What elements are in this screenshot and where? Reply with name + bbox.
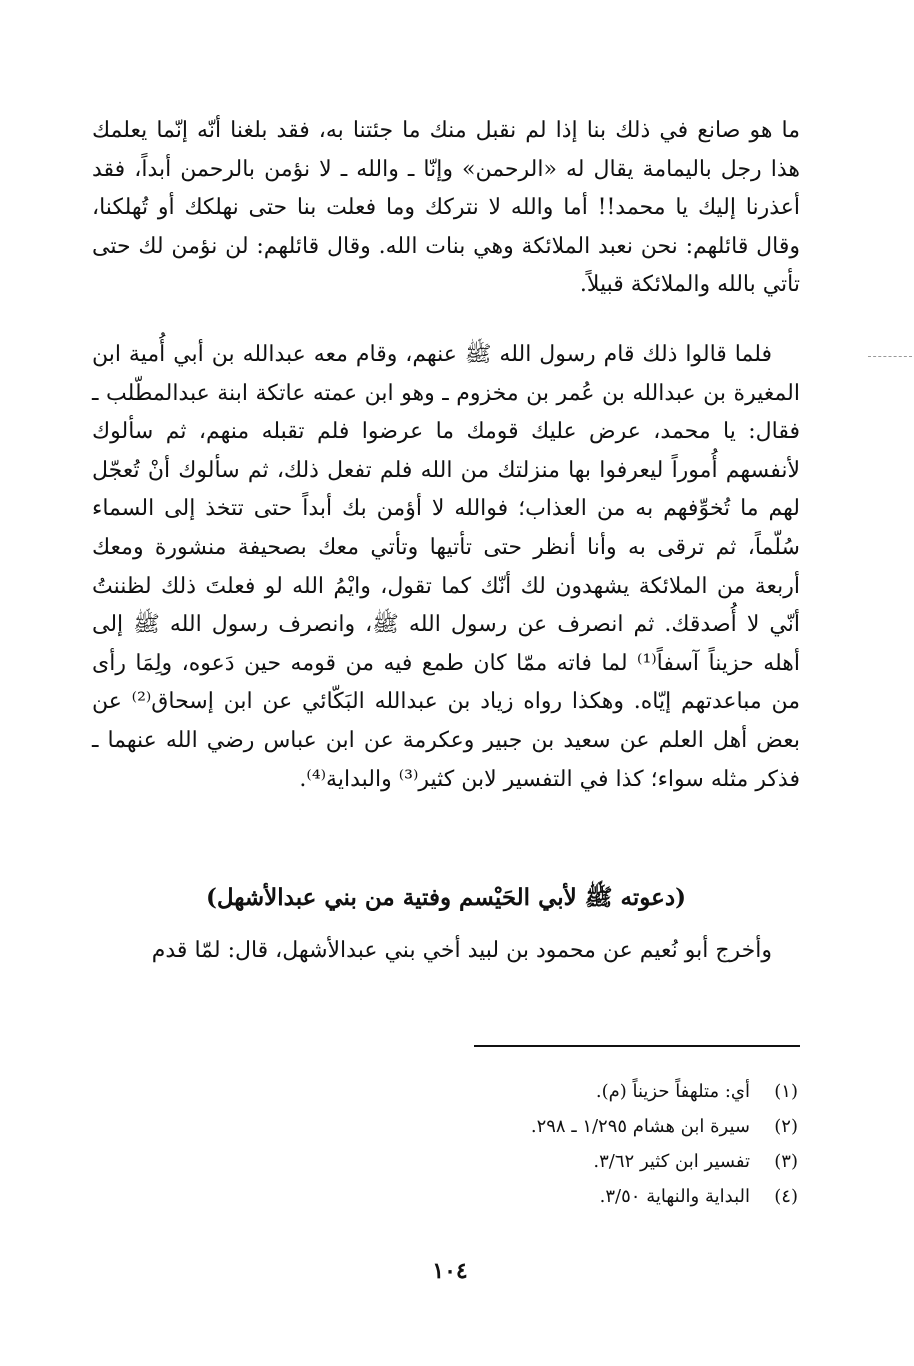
paragraph-3-text: وأخرج أبو نُعيم عن محمود بن لبيد أخي بني عبدالأشهل، قال: لمّا قدم — [151, 938, 772, 963]
footnote-text: سيرة ابن هشام ١/٢٩٥ ـ ٢٩٨. — [530, 1116, 750, 1137]
paragraph-2 — [92, 336, 800, 799]
footnote-number: (١) — [774, 1081, 798, 1102]
footnote-item — [380, 1179, 798, 1214]
paragraph-2-text: فلما قالوا ذلك قام رسول الله ﷺ عنهم، وقام معه عبدالله بن أبي أُمية ابن المغيرة بن عبدالله بن عُمر بن مخزوم ـ وهو ابن عمته عاتكة ابنة عبدالمطّلب ـ فقال: يا محمد، عرض عليك قومك ما عرضوا فلم تقبله منهم، ثم سألوك لأنفسهم أُموراً ليعرفوا بها منزلتك من الله فلم تفعل ذلك، ثم سألوك أنْ تُعجّل لهم ما تُخوِّفهم به من العذاب؛ فوالله لا أؤمن بك أبداً حتى تتخذ إلى السماء سُلّماً، ثم ترقى به وأنا أنظر حتى تأتيها وتأتي معك بصحيفة منشورة ومعك أربعة من الملائكة يشهدون لك أنّك كما تقول، وايْمُ الله لو فعلتَ ذلك لظننتُ أنّي لا أُصدقك. ثم انصرف عن رسول الله ﷺ، وانصرف رسول الله ﷺ إلى أهله حزيناً آسفاً⁽¹⁾ لما فاته ممّا كان طمع فيه من قومه حين دَعوه، ولِمَا رأى من مباعدتهم إيّاه. وهكذا رواه زياد بن عبدالله البَكّائي عن ابن إسحاق⁽²⁾ عن بعض أهل العلم عن سعيد بن جبير وعكرمة عن ابن عباس رضي الله عنهما ـ فذكر مثله سواء؛ كذا في التفسير لابن كثير⁽³⁾ والبداية⁽⁴⁾. — [92, 342, 800, 792]
page-number: ١٠٤ — [432, 1258, 468, 1284]
footnote-number: (٢) — [774, 1116, 798, 1137]
footnote-number: (٣) — [774, 1151, 798, 1172]
footnote-number: (٤) — [774, 1186, 798, 1207]
paragraph-1 — [92, 112, 800, 305]
footnotes — [380, 1074, 798, 1214]
section-heading: (دعوته ﷺ لأبي الحَيْسم وفتية من بني عبدالأشهل) — [205, 884, 687, 911]
footnote-item — [380, 1144, 798, 1179]
footnote-text: أي: متلهفاً حزيناً (م). — [595, 1081, 750, 1102]
footnote-item — [380, 1074, 798, 1109]
paragraph-3 — [92, 932, 800, 971]
footnote-item — [380, 1109, 798, 1144]
footnote-divider — [474, 1045, 800, 1047]
footnote-text: تفسير ابن كثير ٣/٦٢. — [593, 1151, 750, 1172]
paragraph-1-text: ما هو صانع في ذلك بنا إذا لم نقبل منك ما جئتنا به، فقد بلغنا أنّه إنّما يعلمك هذا رجل باليمامة يقال له «الرحمن» وإنّا ـ والله ـ لا نؤمن بالرحمن أبداً، فقد أعذرنا إليك يا محمد!! أما والله لا نتركك وما فعلت بنا حتى نهلكك أو تُهلكنا، وقال قائلهم: نحن نعبد الملائكة وهي بنات الله. وقال قائلهم: لن نؤمن لك حتى تأتي بالله والملائكة قبيلاً. — [92, 118, 800, 298]
margin-mark — [868, 356, 912, 357]
footnote-text: البداية والنهاية ٣/٥٠. — [599, 1186, 750, 1207]
